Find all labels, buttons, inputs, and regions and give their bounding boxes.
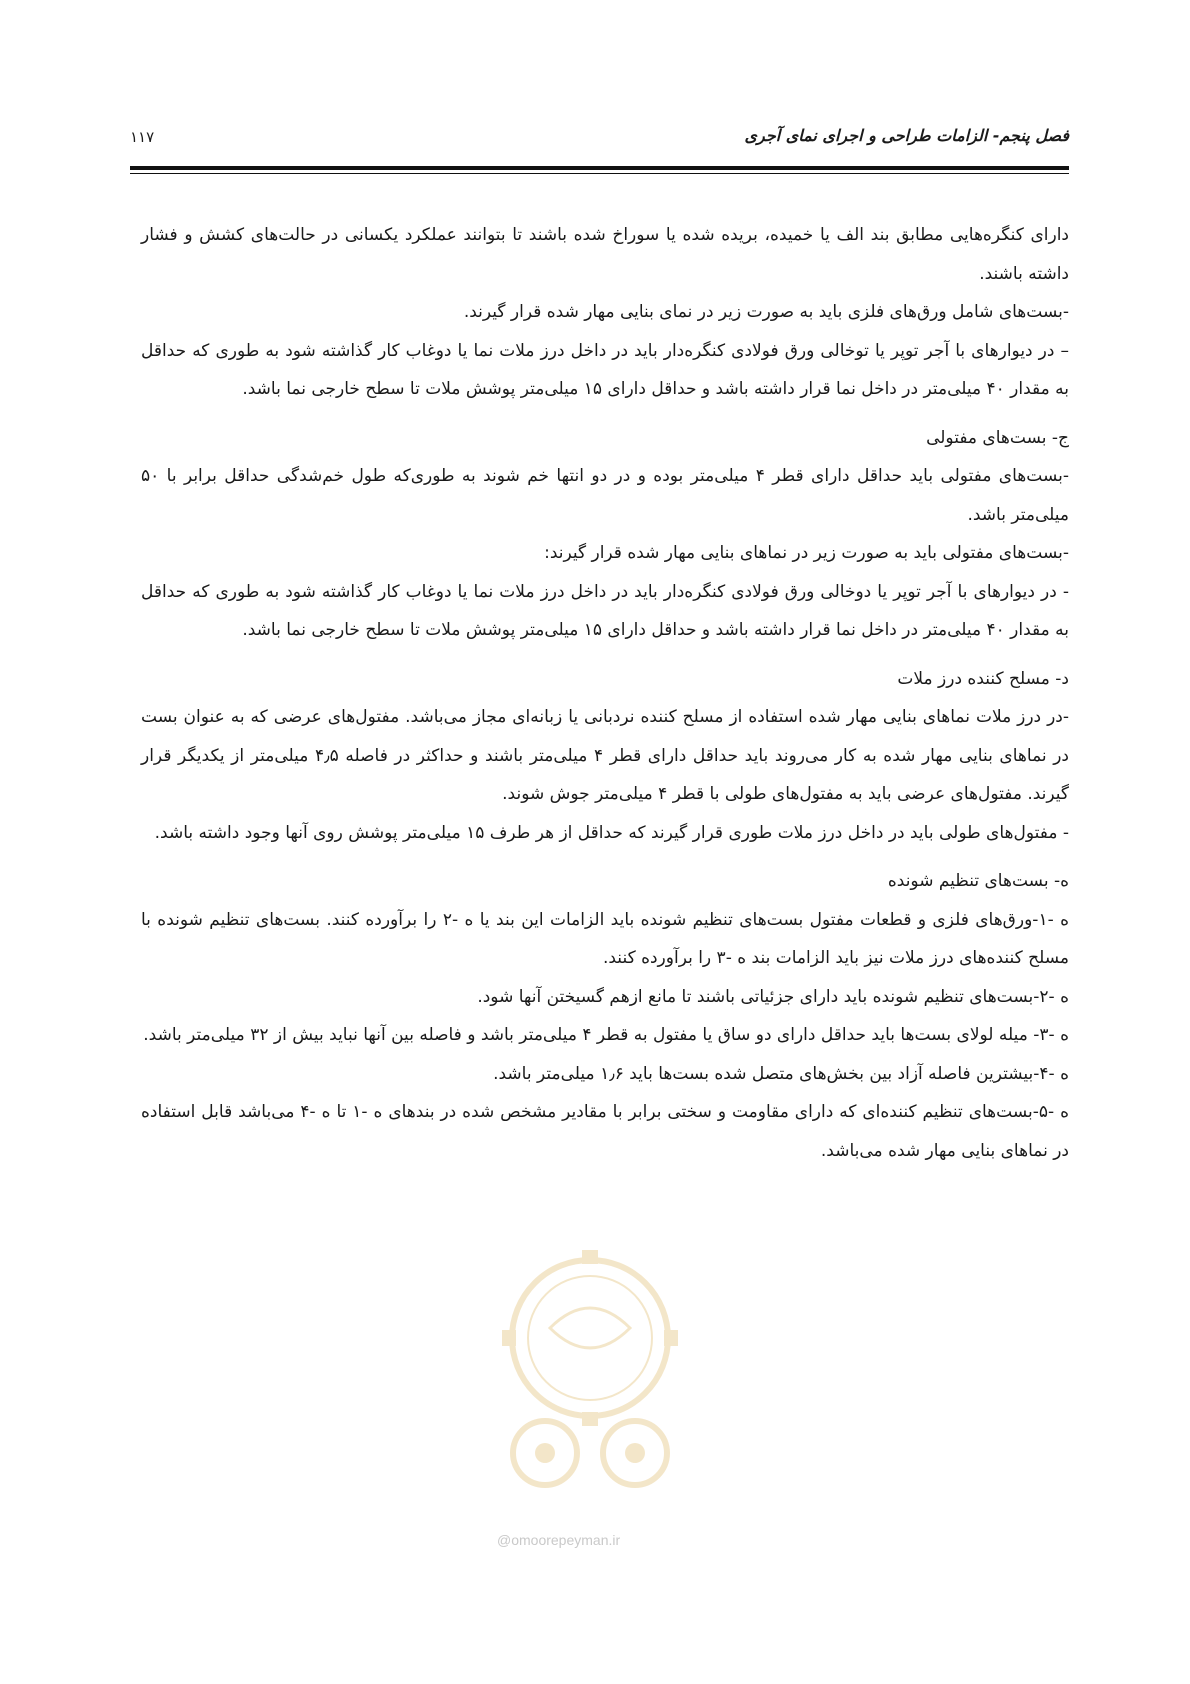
header-rule-thin bbox=[130, 173, 1069, 174]
page-number: ۱۱۷ bbox=[130, 128, 155, 146]
paragraph: ه -۵-بست‌های تنظیم کننده‌ای که دارای مقاومت و سختی برابر با مقادیر مشخص شده در بندهای ه -۱ تا ه -۴ می‌باشد قابل استفاده در نماهای بنایی مهار شده می‌باشد. bbox=[141, 1102, 1069, 1161]
section-heading-c: ج- بست‌های مفتولی bbox=[926, 427, 1069, 448]
header-rule-thick bbox=[130, 166, 1069, 170]
paragraph: ه -۲-بست‌های تنظیم شونده باید دارای جزئیاتی باشند تا مانع ازهم گسیختن آنها شود. bbox=[477, 986, 1069, 1007]
section-heading-e: ه- بست‌های تنظیم شونده bbox=[887, 871, 1069, 891]
paragraph: -بست‌های شامل ورق‌های فلزی باید به صورت زیر در نمای بنایی مهار شده قرار گیرند. bbox=[463, 302, 1069, 322]
section-heading-d: د- مسلح کننده درز ملات bbox=[897, 668, 1069, 689]
paragraph: – در دیوارهای با آجر توپر یا توخالی ورق فولادی کنگره‌دار باید در داخل درز ملات نما یا دوغاب کار گذاشته شود به طوری که حداقل به مقدار ۴۰ میلی‌متر در داخل نما قرار داشته باشد و حداقل دارای ۱۵ میلی‌متر پوشش ملات تا سطح خارجی نما باشد. bbox=[141, 340, 1069, 399]
paragraph: ه -۴-بیشترین فاصله آزاد بین بخش‌های متصل شده بست‌ها باید ۱٫۶ میلی‌متر باشد. bbox=[493, 1063, 1069, 1084]
paragraph: دارای کنگره‌هایی مطابق بند الف یا خمیده، بریده شده یا سوراخ شده باشند تا بتوانند عملکرد یکسانی در حالت‌های کشش و فشار داشته باشند. bbox=[141, 225, 1069, 284]
paragraph: - در دیوارهای با آجر توپر یا دوخالی ورق فولادی کنگره‌دار باید در داخل درز ملات نما یا دوغاب کار گذاشته شود به طوری که حداقل به مقدار ۴۰ میلی‌متر در داخل نما قرار داشته باشد و حداقل دارای ۱۵ میلی‌متر پوشش ملات تا سطح خارجی نما باشد. bbox=[141, 581, 1069, 640]
paragraph: -بست‌های مفتولی باید حداقل دارای قطر ۴ میلی‌متر بوده و در دو انتها خم شوند به طوری‌که طول خم‌شدگی حداقل برابر با ۵۰ میلی‌متر باشد. bbox=[141, 466, 1069, 525]
watermark-site: @omoorepeyman.ir bbox=[497, 1532, 621, 1548]
paragraph: -بست‌های مفتولی باید به صورت زیر در نماهای بنایی مهار شده قرار گیرند: bbox=[544, 543, 1069, 563]
paragraph: -در درز ملات نماهای بنایی مهار شده استفاده از مسلح کننده نردبانی یا زبانه‌ای مجاز می‌باشد. مفتول‌های عرضی که به عنوان بست در نماهای بنایی مهار شده به کار می‌روند باید حداقل دارای قطر ۴ میلی‌متر باشند و حداکثر در فاصله ۴٫۵ میلی‌متر از یکدیگر قرار گیرند. مفتول‌های عرضی باید به مفتول‌های طولی با قطر ۴ میلی‌متر جوش شوند. bbox=[141, 707, 1070, 804]
paragraph: ه -۳- میله لولای بست‌ها باید حداقل دارای دو ساق یا مفتول به قطر ۴ میلی‌متر باشد و فاصله بین آنها نباید بیش از ۳۲ میلی‌متر باشد. bbox=[143, 1025, 1069, 1045]
watermark-logo bbox=[470, 1228, 710, 1528]
chapter-title: فصل پنجم- الزامات طراحی و اجرای نمای آجری bbox=[744, 126, 1069, 145]
paragraph: - مفتول‌های طولی باید در داخل درز ملات طوری قرار گیرند که حداقل از هر طرف ۱۵ میلی‌متر پوشش روی آنها وجود داشته باشد. bbox=[154, 822, 1069, 843]
body-text bbox=[141, 216, 1069, 1170]
page-header bbox=[130, 126, 1069, 156]
paragraph: ه -۱-ورق‌های فلزی و قطعات مفتول بست‌های تنظیم شونده باید الزامات این بند یا ه -۲ را برآورده کنند. بست‌های تنظیم شونده با مسلح کننده‌های درز ملات نیز باید الزامات بند ه -۳ را برآورده کنند. bbox=[141, 909, 1070, 968]
